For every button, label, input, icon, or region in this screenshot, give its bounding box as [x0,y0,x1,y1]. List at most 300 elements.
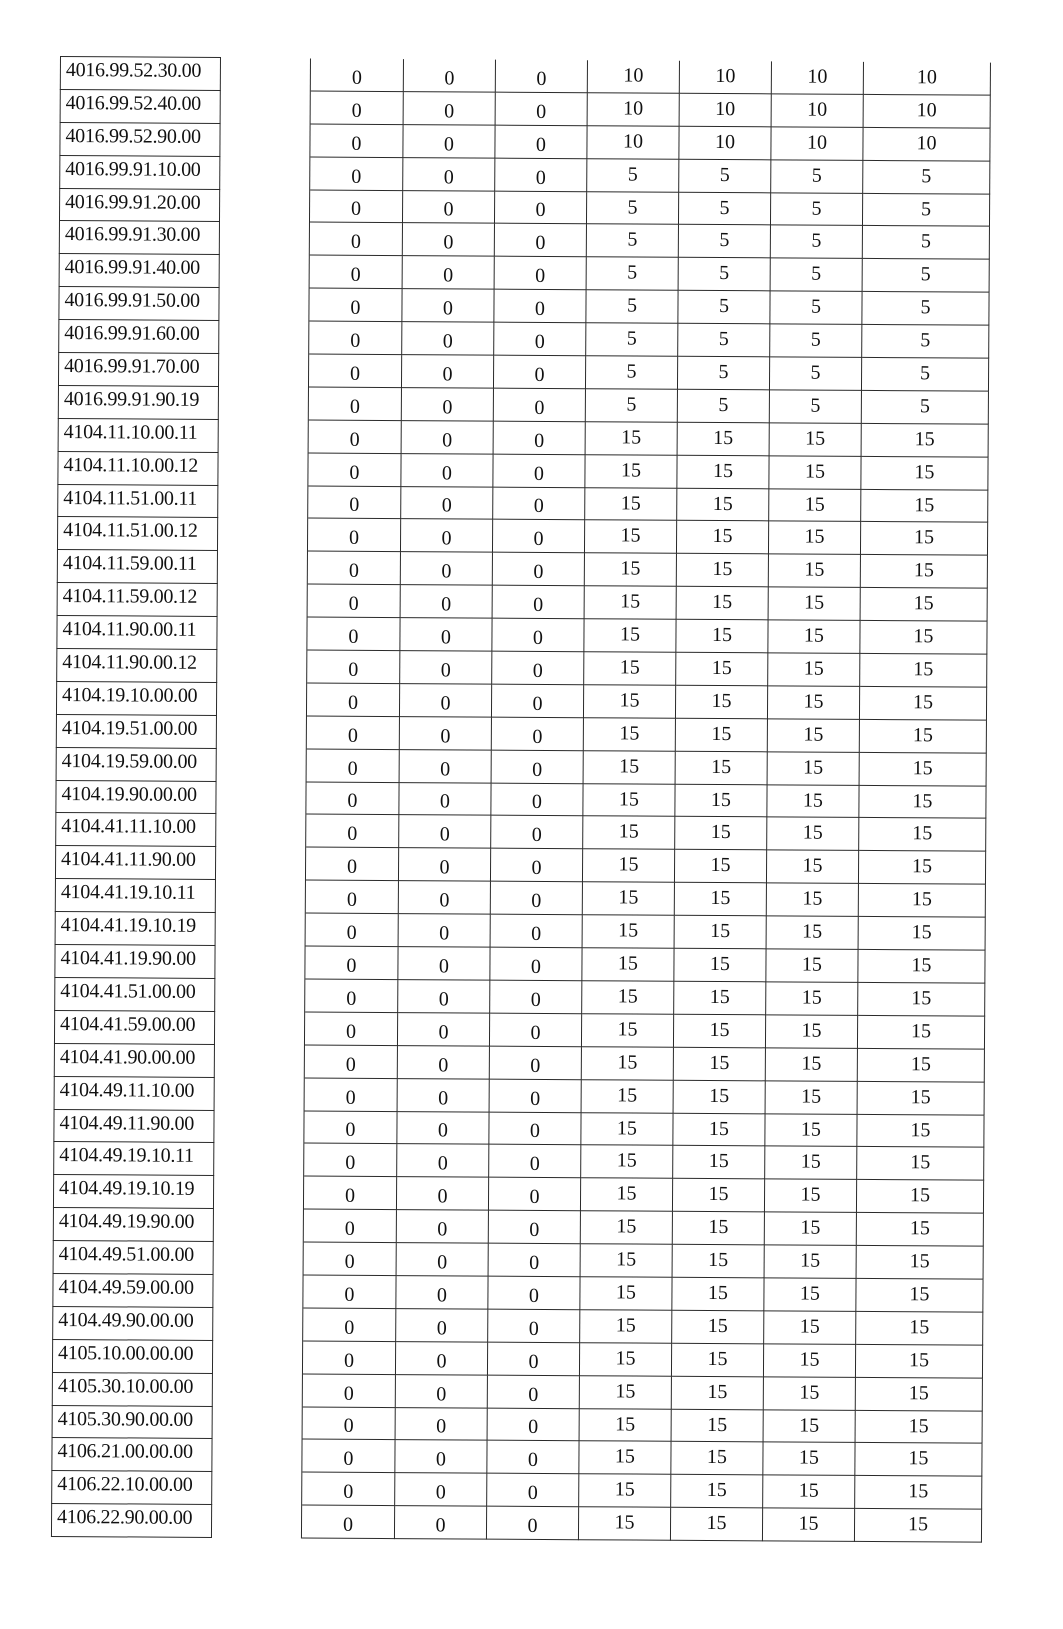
tariff-code-cell: 4104.49.90.00.00 [53,1306,213,1340]
rate-cell: 5 [862,193,989,227]
rate-cell: 15 [584,586,676,619]
rate-cell: 15 [763,1409,855,1442]
rate-cell: 15 [580,1178,672,1211]
description-cell [212,1340,302,1373]
rate-cell: 0 [492,585,584,618]
rate-cell: 0 [490,980,582,1013]
rate-cell: 0 [487,1375,579,1408]
rate-cell: 0 [310,91,403,124]
tariff-code-cell: 4104.11.59.00.11 [57,550,217,584]
rate-cell: 15 [674,948,766,981]
rate-cell: 15 [766,850,858,883]
rate-cell: 15 [672,1310,764,1343]
rate-cell: 15 [856,1311,983,1345]
rate-cell: 15 [859,719,986,753]
rate-cell: 10 [587,126,679,159]
rate-cell: 0 [306,782,399,815]
rate-cell: 0 [397,1012,489,1045]
rate-cell: 0 [489,1079,581,1112]
tariff-code-cell: 4016.99.91.90.19 [58,385,218,419]
description-cell [216,715,306,748]
description-cell [215,913,305,946]
rate-cell: 15 [765,1048,857,1081]
tariff-code-cell: 4105.30.90.00.00 [52,1405,212,1439]
rate-cell: 0 [488,1309,580,1342]
rate-cell: 0 [399,684,491,717]
rate-cell: 10 [679,60,771,93]
rate-cell: 0 [492,520,584,553]
rate-cell: 0 [303,1242,396,1275]
tariff-table-body [51,57,990,1543]
rate-cell: 0 [488,1276,580,1309]
rate-cell: 5 [677,356,769,389]
rate-cell: 5 [770,192,862,225]
rate-cell: 15 [673,1014,765,1047]
tariff-code-cell: 4104.11.90.00.12 [57,649,217,683]
rate-cell: 0 [305,946,398,979]
rate-cell: 5 [771,160,863,193]
rate-cell: 0 [403,157,495,190]
tariff-code-cell: 4104.49.19.10.19 [53,1175,213,1209]
description-cell [218,353,308,386]
rate-cell: 0 [491,783,583,816]
tariff-code-cell: 4104.49.19.90.00 [53,1208,213,1242]
rate-cell: 15 [857,1015,984,1049]
rate-cell: 15 [766,949,858,982]
rate-cell: 0 [308,486,401,519]
rate-cell: 0 [308,453,401,486]
rate-cell: 5 [770,225,862,258]
rate-cell: 0 [310,124,403,157]
rate-cell: 15 [858,917,985,951]
tariff-code-cell: 4106.22.90.00.00 [51,1504,211,1538]
rate-cell: 10 [771,61,863,94]
rate-cell: 0 [400,519,492,552]
rate-cell: 15 [676,521,768,554]
rate-cell: 0 [398,881,490,914]
rate-cell: 15 [581,1112,673,1145]
rate-cell: 10 [587,60,679,93]
rate-cell: 0 [305,880,398,913]
description-cell [215,880,305,913]
rate-cell: 0 [397,1045,489,1078]
rate-cell: 0 [304,1012,397,1045]
description-cell [211,1505,301,1538]
rate-cell: 0 [399,782,491,815]
rate-cell: 0 [399,716,491,749]
rate-cell: 15 [861,456,988,490]
tariff-code-cell: 4105.30.10.00.00 [52,1372,212,1406]
rate-cell: 0 [402,190,494,223]
rate-cell: 0 [490,849,582,882]
description-cell [218,419,308,452]
description-cell [213,1274,303,1307]
rate-cell: 15 [763,1442,855,1475]
rate-cell: 15 [859,752,986,786]
rate-cell: 0 [306,749,399,782]
rate-cell: 15 [581,1145,673,1178]
rate-cell: 15 [764,1278,856,1311]
rate-cell: 15 [861,423,988,457]
tariff-code-cell: 4104.11.10.00.11 [58,418,218,452]
rate-cell: 15 [859,785,986,819]
rate-cell: 10 [863,94,990,128]
rate-cell: 0 [486,1506,578,1539]
rate-cell: 0 [303,1176,396,1209]
rate-cell: 15 [763,1475,855,1508]
rate-cell: 15 [764,1311,856,1344]
rate-cell: 0 [491,684,583,717]
description-cell [216,748,306,781]
rate-cell: 0 [308,420,401,453]
description-cell [212,1439,302,1472]
rate-cell: 5 [586,191,678,224]
description-cell [217,584,307,617]
description-cell [213,1307,303,1340]
rate-cell: 0 [403,59,495,92]
rate-cell: 0 [399,749,491,782]
rate-cell: 15 [580,1244,672,1277]
rate-cell: 15 [584,652,676,685]
tariff-code-cell: 4104.41.19.90.00 [55,945,215,979]
rate-cell: 15 [764,1179,856,1212]
description-cell [214,1044,304,1077]
rate-cell: 15 [768,653,860,686]
description-cell [219,321,309,354]
rate-cell: 15 [859,818,986,852]
rate-cell: 5 [862,292,989,326]
tariff-code-cell: 4104.41.59.00.00 [54,1010,214,1044]
rate-cell: 0 [302,1374,395,1407]
rate-cell: 0 [309,255,402,288]
rate-cell: 15 [855,1344,982,1378]
tariff-code-cell: 4104.19.59.00.00 [56,747,216,781]
rate-cell: 0 [494,257,586,290]
rate-cell: 15 [675,751,767,784]
rate-cell: 0 [306,683,399,716]
rate-cell: 15 [855,1410,982,1444]
rate-cell: 15 [767,817,859,850]
rate-cell: 15 [579,1408,671,1441]
rate-cell: 0 [302,1407,395,1440]
rate-cell: 5 [678,225,770,258]
rate-cell: 0 [489,1112,581,1145]
rate-cell: 15 [672,1179,764,1212]
rate-cell: 0 [487,1441,579,1474]
rate-cell: 15 [764,1245,856,1278]
rate-cell: 0 [489,1145,581,1178]
rate-cell: 5 [861,390,988,424]
rate-cell: 0 [305,913,398,946]
rate-cell: 15 [674,850,766,883]
rate-cell: 0 [494,224,586,257]
description-cell [216,781,306,814]
rate-cell: 5 [679,159,771,192]
rate-cell: 15 [676,554,768,587]
rate-cell: 0 [395,1407,487,1440]
rate-cell: 0 [399,815,491,848]
rate-cell: 15 [579,1342,671,1375]
rate-cell: 0 [395,1473,487,1506]
tariff-code-cell: 4016.99.91.50.00 [59,287,219,321]
rate-cell: 15 [579,1375,671,1408]
rate-cell: 15 [675,718,767,751]
description-cell [220,90,310,123]
rate-cell: 0 [488,1177,580,1210]
rate-cell: 0 [304,1045,397,1078]
description-cell [217,518,307,551]
description-cell [216,682,306,715]
rate-cell: 0 [491,717,583,750]
rate-cell: 0 [309,321,402,354]
rate-cell: 15 [677,422,769,455]
rate-cell: 0 [396,1276,488,1309]
description-cell [220,123,310,156]
rate-cell: 15 [858,851,985,885]
rate-cell: 15 [854,1509,981,1543]
rate-cell: 0 [305,979,398,1012]
description-cell [218,452,308,485]
tariff-code-cell: 4104.11.10.00.12 [58,451,218,485]
rate-cell: 15 [582,882,674,915]
rate-cell: 0 [493,355,585,388]
rate-cell: 0 [308,387,401,420]
rate-cell: 15 [768,554,860,587]
rate-cell: 15 [673,1047,765,1080]
rate-cell: 15 [671,1376,763,1409]
rate-cell: 15 [674,883,766,916]
rate-cell: 15 [583,783,675,816]
rate-cell: 15 [585,422,677,455]
rate-cell: 10 [863,61,990,95]
rate-cell: 5 [770,324,862,357]
rate-cell: 15 [674,981,766,1014]
rate-cell: 15 [673,1146,765,1179]
rate-cell: 15 [860,522,987,556]
rate-cell: 15 [765,1113,857,1146]
rate-cell: 0 [495,158,587,191]
tariff-schedule-page [51,56,990,1543]
rate-cell: 0 [310,58,403,91]
rate-cell: 10 [771,94,863,127]
description-cell [218,485,308,518]
description-cell [214,1143,304,1176]
rate-cell: 0 [304,1111,397,1144]
tariff-code-cell: 4104.49.11.90.00 [54,1109,214,1143]
rate-cell: 15 [584,520,676,553]
rate-cell: 0 [307,584,400,617]
rate-cell: 5 [770,258,862,291]
tariff-code-cell: 4104.19.10.00.00 [56,681,216,715]
rate-cell: 0 [490,947,582,980]
rate-cell: 10 [587,93,679,126]
rate-cell: 0 [401,355,493,388]
tariff-code-cell: 4016.99.52.90.00 [60,122,220,156]
rate-cell: 0 [396,1308,488,1341]
rate-cell: 0 [495,125,587,158]
rate-cell: 5 [678,323,770,356]
description-cell [213,1242,303,1275]
rate-cell: 15 [580,1277,672,1310]
rate-cell: 0 [492,553,584,586]
rate-cell: 5 [677,389,769,422]
rate-cell: 15 [672,1211,764,1244]
rate-cell: 0 [397,1144,489,1177]
rate-cell: 15 [672,1244,764,1277]
rate-cell: 5 [769,390,861,423]
rate-cell: 15 [674,915,766,948]
description-cell [219,222,309,255]
tariff-code-cell: 4016.99.52.30.00 [60,57,220,91]
rate-cell: 15 [584,553,676,586]
rate-cell: 0 [395,1374,487,1407]
tariff-code-cell: 4104.11.51.00.11 [58,484,218,518]
rate-cell: 0 [309,190,402,223]
rate-cell: 0 [403,91,495,124]
rate-cell: 0 [400,618,492,651]
rate-cell: 5 [862,226,989,260]
rate-cell: 5 [586,290,678,323]
rate-cell: 0 [305,847,398,880]
rate-cell: 0 [302,1341,395,1374]
description-cell [214,1110,304,1143]
rate-cell: 5 [586,224,678,257]
rate-cell: 0 [395,1341,487,1374]
rate-cell: 0 [493,487,585,520]
rate-cell: 0 [303,1275,396,1308]
rate-cell: 0 [491,816,583,849]
rate-cell: 0 [400,651,492,684]
rate-cell: 15 [578,1507,670,1540]
rate-cell: 15 [855,1476,982,1510]
tariff-code-cell: 4016.99.52.40.00 [60,89,220,123]
tariff-code-cell: 4104.41.11.90.00 [55,846,215,880]
rate-cell: 0 [303,1209,396,1242]
rate-cell: 15 [585,487,677,520]
rate-cell: 15 [671,1475,763,1508]
tariff-table [51,56,991,1543]
rate-cell: 0 [402,223,494,256]
rate-cell: 0 [303,1308,396,1341]
rate-cell: 0 [494,322,586,355]
rate-cell: 15 [856,1213,983,1247]
rate-cell: 15 [858,884,985,918]
rate-cell: 0 [302,1439,395,1472]
rate-cell: 0 [487,1473,579,1506]
tariff-code-cell: 4104.19.90.00.00 [56,780,216,814]
rate-cell: 15 [582,981,674,1014]
rate-cell: 5 [862,325,989,359]
rate-cell: 15 [582,849,674,882]
rate-cell: 0 [397,1111,489,1144]
rate-cell: 0 [301,1505,394,1538]
rate-cell: 0 [493,421,585,454]
rate-cell: 15 [581,1079,673,1112]
rate-cell: 0 [494,191,586,224]
rate-cell: 15 [673,1113,765,1146]
rate-cell: 15 [769,423,861,456]
rate-cell: 0 [488,1243,580,1276]
rate-cell: 0 [310,157,403,190]
description-cell [213,1209,303,1242]
rate-cell: 15 [766,883,858,916]
rate-cell: 15 [671,1343,763,1376]
rate-cell: 15 [583,718,675,751]
rate-cell: 15 [677,488,769,521]
tariff-code-cell: 4105.10.00.00.00 [52,1339,212,1373]
rate-cell: 15 [768,521,860,554]
description-cell [219,189,309,222]
rate-cell: 10 [863,127,990,161]
rate-cell: 15 [855,1377,982,1411]
rate-cell: 15 [677,455,769,488]
description-cell [217,650,307,683]
rate-cell: 0 [487,1342,579,1375]
tariff-code-cell: 4104.41.51.00.00 [55,977,215,1011]
tariff-code-cell: 4016.99.91.40.00 [59,254,219,288]
rate-cell: 15 [676,587,768,620]
rate-cell: 0 [489,1013,581,1046]
rate-cell: 5 [861,357,988,391]
rate-cell: 0 [398,980,490,1013]
rate-cell: 0 [401,453,493,486]
rate-cell: 15 [583,816,675,849]
description-cell [217,551,307,584]
rate-cell: 15 [860,621,987,655]
rate-cell: 0 [495,59,587,92]
rate-cell: 0 [401,420,493,453]
rate-cell: 0 [307,617,400,650]
rate-cell: 0 [491,750,583,783]
rate-cell: 15 [857,1081,984,1115]
rate-cell: 15 [581,1014,673,1047]
rate-cell: 0 [396,1177,488,1210]
rate-cell: 0 [492,618,584,651]
tariff-code-cell: 4104.11.51.00.12 [57,517,217,551]
rate-cell: 0 [400,585,492,618]
rate-cell: 15 [764,1212,856,1245]
tariff-code-cell: 4016.99.91.20.00 [59,188,219,222]
rate-cell: 0 [490,914,582,947]
rate-cell: 15 [763,1344,855,1377]
rate-cell: 15 [860,555,987,589]
rate-cell: 15 [675,817,767,850]
rate-cell: 0 [488,1210,580,1243]
rate-cell: 15 [581,1046,673,1079]
rate-cell: 15 [856,1245,983,1279]
tariff-code-cell: 4104.11.59.00.12 [57,583,217,617]
description-cell [219,255,309,288]
rate-cell: 15 [767,686,859,719]
rate-cell: 0 [398,947,490,980]
rate-cell: 0 [492,651,584,684]
rate-cell: 5 [585,389,677,422]
rate-cell: 15 [860,588,987,622]
rate-cell: 15 [858,982,985,1016]
rate-cell: 15 [769,488,861,521]
rate-cell: 5 [770,291,862,324]
rate-cell: 5 [678,291,770,324]
rate-cell: 0 [304,1078,397,1111]
tariff-code-cell: 4104.49.51.00.00 [53,1241,213,1275]
rate-cell: 0 [394,1506,486,1539]
tariff-code-cell: 4104.49.11.10.00 [54,1076,214,1110]
rate-cell: 0 [396,1210,488,1243]
tariff-code-cell: 4104.41.19.10.11 [55,879,215,913]
rate-cell: 15 [765,1080,857,1113]
rate-cell: 0 [400,552,492,585]
description-cell [217,617,307,650]
